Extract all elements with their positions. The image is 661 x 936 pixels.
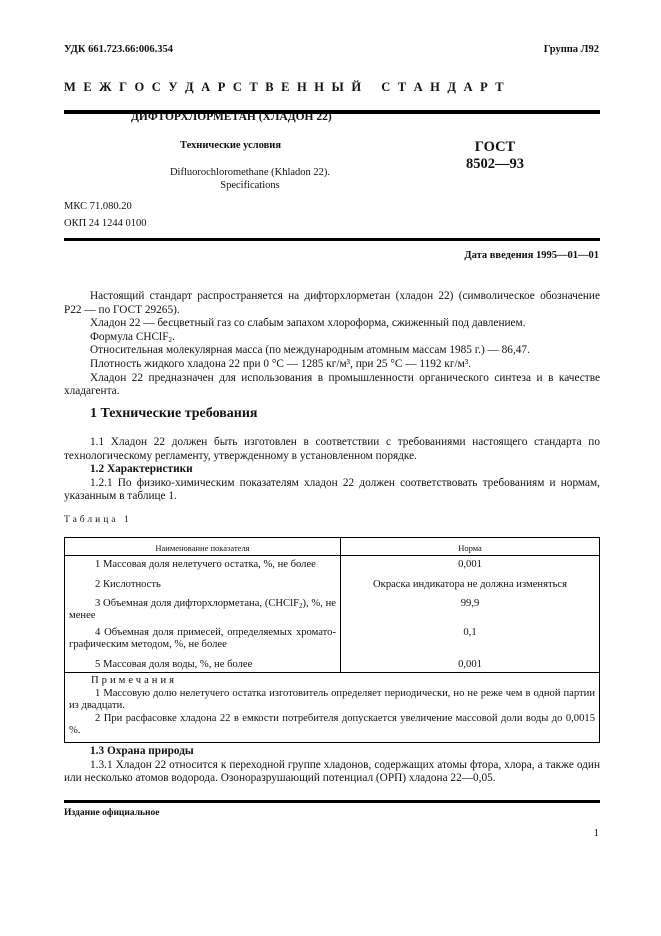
table-cell: 4 Объемная доля примесей, определяемых хромато-графическим методом, %, не более: [65, 624, 341, 656]
table-notes: [65, 673, 600, 743]
intro: [64, 290, 600, 399]
table-cell: Окраска индикатора не должна изменяться: [341, 576, 600, 595]
table-1: [64, 537, 600, 743]
note: 1 Массовую долю нелетучего остатка изготовитель определяет периодически, но не реже чем в одной партии из двадцати.: [69, 687, 595, 711]
note: 2 При расфасовке хладона 22 в емкости потребителя допускается увеличение массовой доли воды до 0,0015 %.: [69, 712, 595, 736]
table-cell: 1 Массовая доля нелетучего остатка, %, не более: [65, 556, 341, 576]
subsection-heading: 1.2 Характеристики: [90, 463, 193, 476]
table-cell: 0,1: [341, 624, 600, 656]
table-cell: 99,9: [341, 595, 600, 624]
group-code: Группа Л92: [543, 44, 599, 55]
formula-end: .: [171, 330, 175, 343]
table-cell: 0,001: [341, 556, 600, 576]
document-subtitle: Технические условия: [180, 140, 282, 151]
notes-title: Примечания: [91, 675, 177, 686]
section1-body: [64, 436, 600, 504]
section-heading: 1 Технические требования: [90, 406, 258, 421]
paragraph-1-1: 1.1 Хладон 22 должен быть изготовлен в соответствии с требованиями настоящего стандарта по технологическому регламенту, утвержденному в установленном порядке.: [64, 436, 600, 462]
subsection-heading: 1.3 Охрана природы: [90, 745, 194, 757]
udk-code: УДК 661.723.66:006.354: [64, 44, 173, 55]
document-title: ДИФТОРХЛОРМЕТАН (ХЛАДОН 22): [131, 111, 332, 123]
gost-designation: [460, 139, 530, 173]
okp-code: ОКП 24 1244 0100: [64, 218, 147, 229]
formula-paragraph: [64, 331, 600, 345]
paragraph-1-2-1: 1.2.1 По физико-химическим показателям хладон 22 должен соответствовать требованиям и нормам, указанным в таблице 1.: [64, 476, 600, 503]
table-caption: Таблица 1: [64, 515, 132, 525]
english-title: [150, 166, 350, 192]
intro-paragraph: Настоящий стандарт распространяется на дифторхлорметан (хладон 22) (символическое обозначение Р22 — по ГОСТ 29265).: [64, 290, 600, 316]
mks-code: МКС 71.080.20: [64, 201, 132, 212]
formula-subscript: 2: [168, 335, 172, 344]
intro-paragraph: Хладон 22 — бесцветный газ со слабым запахом хлороформа, сжиженный под давлением.: [90, 317, 526, 330]
gost-label: ГОСТ: [474, 139, 516, 155]
intro-paragraph: Относительная молекулярная масса (по международным атомным массам 1985 г.) — 86,47.: [90, 344, 530, 357]
cell-subscript: 2: [298, 601, 303, 610]
english-title-line1: Difluorochloromethane (Khladon 22).: [169, 167, 331, 178]
paragraph-1-3-1: 1.3.1 Хладон 22 относится к переходной группе хладонов, содержащих атомы фтора, хлора, а также один или несколько атомов водорода. Озоноразрушающий потенциал (ОРП) хладона 22—0,05.: [64, 758, 600, 785]
page-number: 1: [593, 827, 599, 839]
effective-date: Дата введения 1995—01—01: [464, 250, 599, 261]
cell-text: 3 Объемная доля дифторхлорметана, (CHClF: [95, 597, 299, 609]
codes-rule: [64, 238, 600, 241]
standard-type: М Е Ж Г О С У Д А Р С Т В Е Н Н Ы Й С Т А Н Д А Р Т: [64, 80, 505, 94]
section13-body: [64, 745, 600, 786]
table-cell: [65, 595, 341, 624]
english-title-line2: Specifications: [220, 180, 280, 191]
table-cell: 5 Массовая доля воды, %, не более: [65, 656, 341, 673]
column-header: Норма: [341, 538, 600, 556]
intro-paragraph: Хладон 22 предназначен для использования в промышленности органического синтеза и в качестве хладагента.: [64, 371, 600, 398]
gost-number: 8502—93: [466, 156, 524, 172]
footer-rule: [64, 800, 600, 803]
table-cell: 0,001: [341, 656, 600, 673]
intro-paragraph: Плотность жидкого хладона 22 при 0 °С — 1285 кг/м³, при 25 °С — 1192 кг/м³.: [90, 357, 472, 370]
cell-text: ), %, не менее: [69, 597, 336, 621]
formula-text: Формула CHClF: [90, 330, 169, 343]
column-header: Наименование показателя: [65, 538, 341, 556]
edition-label: Издание официальное: [64, 808, 160, 818]
table-cell: 2 Кислотность: [65, 576, 341, 595]
